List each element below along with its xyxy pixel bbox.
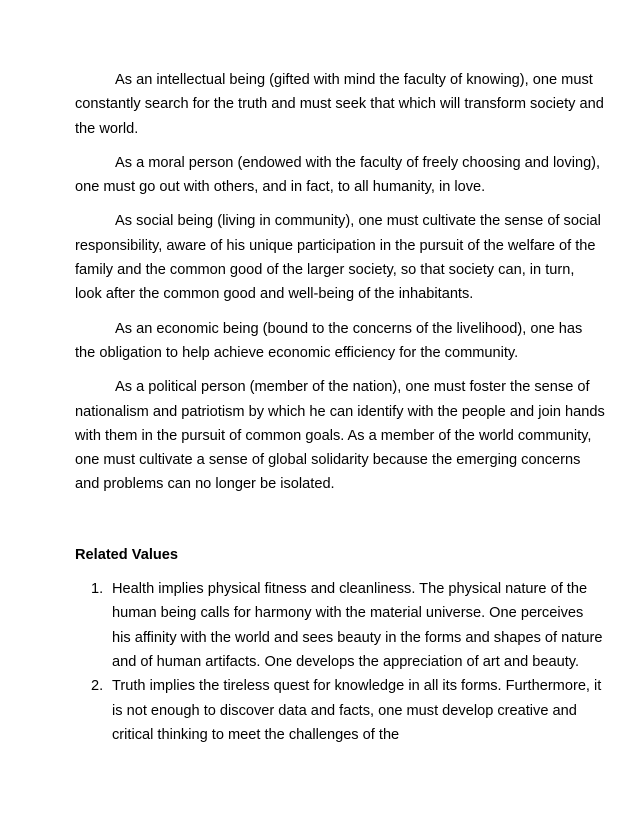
related-values-heading: Related Values (75, 546, 179, 563)
list-item-number: 1. (91, 581, 104, 598)
list-item-health (75, 577, 605, 674)
list-item-text: Truth implies the tireless quest for knowledge in all its forms. Furthermore, it is not enough to discover data and facts, one must develop creative and critical thinking to meet the challenges of the (112, 678, 602, 743)
paragraph-moral-person: As a moral person (endowed with the faculty of freely choosing and loving), one must go out with others, and in fact, to all humanity, in love. (75, 154, 601, 196)
paragraph-social-being: As social being (living in community), one must cultivate the sense of social responsibility, aware of his unique participation in the pursuit of the welfare of the family and the common good of the larger society, so that society can, in turn, look after the common good and well-being of the inhabitants. (75, 213, 601, 303)
related-values-list (75, 577, 605, 747)
list-item-text: Health implies physical fitness and cleanliness. The physical nature of the human being calls for harmony with the material universe. One perceives his affinity with the world and sees beauty in the forms and shapes of nature and of human artifacts. One develops the appreciation of art and beauty. (112, 581, 603, 670)
paragraph-political-person: As a political person (member of the nation), one must foster the sense of nationalism and patriotism by which he can identify with the people and join hands with them in the pursuit of common goals. As a member of the world community, one must cultivate a sense of global solidarity because the emerging concerns and problems can no longer be isolated. (75, 379, 605, 493)
document-body (75, 68, 605, 747)
list-item-number: 2. (91, 678, 104, 695)
paragraph-economic-being: As an economic being (bound to the concerns of the livelihood), one has the obligation to help achieve economic efficiency for the community. (75, 320, 583, 361)
list-item-truth (75, 674, 605, 747)
paragraph-intellectual-being: As an intellectual being (gifted with mind the faculty of knowing), one must constantly search for the truth and must seek that which will transform society and the world. (75, 72, 604, 137)
